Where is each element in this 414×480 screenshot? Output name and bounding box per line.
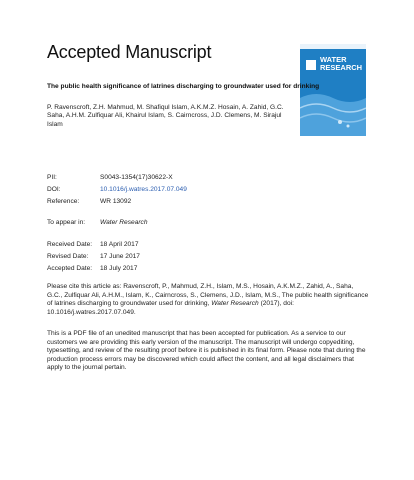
citation-before: Please cite this article as: Ravenscroft, P., Mahmud, Z.H., Islam, M.S., Hosain, A.K.M.Z., Zahid, A., Saha, G.C., Zulfiquar Ali, A.H.M., Islam, K., Cairncross, S., Clemens, J.D., Islam, M.S., The public health significance of latrines discharging to groundwater used for drinking, [47, 283, 369, 308]
citation-after: (2017), doi: 10.1016/j.watres.2017.07.049. [47, 300, 294, 316]
cover-title-line2: RESEARCH [320, 63, 363, 72]
citation-paragraph [47, 283, 369, 317]
article-title: The public health significance of latrines discharging to groundwater used for drinking [47, 83, 320, 90]
page-title: Accepted Manuscript [47, 42, 212, 62]
revised-label: Revised Date: [47, 253, 89, 260]
journal-cover-image [300, 44, 366, 136]
received-value: 18 April 2017 [100, 241, 139, 248]
journal-value: Water Research [100, 219, 148, 226]
author-list: P. Ravenscroft, Z.H. Mahmud, M. Shafiqul Islam, A.K.M.Z. Hosain, A. Zahid, G.C. Saha, A.H.M. Zulfiquar Ali, Khairul Islam, S. Cairncross, J.D. Clemens, M. Sirajul Islam [47, 104, 284, 128]
cover-wave-graphic [300, 88, 366, 136]
accepted-label: Accepted Date: [47, 265, 93, 272]
pii-label: PII: [47, 174, 57, 181]
citation-journal: Water Research [211, 300, 259, 308]
publisher-logo-icon [306, 60, 316, 70]
cover-top-band [300, 44, 366, 49]
doi-label: DOI: [47, 186, 61, 193]
revised-value: 17 June 2017 [100, 253, 140, 260]
disclaimer-paragraph: This is a PDF file of an unedited manuscript that has been accepted for publication. As a service to our customers we are providing this early version of the manuscript. The manuscript will undergo copyediting, typesetting, and review of the resulting proof before it is published in its final form. Please note that during the production process errors may be discovered which could affect the content, and all legal disclaimers that apply to the journal pertain. [47, 330, 366, 372]
reference-value: WR 13092 [100, 198, 132, 205]
reference-label: Reference: [47, 198, 80, 205]
accepted-value: 18 July 2017 [100, 265, 138, 272]
cover-title-line1: WATER [320, 55, 347, 64]
doi-link[interactable]: 10.1016/j.watres.2017.07.049 [100, 186, 187, 193]
received-label: Received Date: [47, 241, 93, 248]
pii-value: S0043-1354(17)30622-X [100, 174, 173, 181]
journal-label: To appear in: [47, 219, 86, 226]
